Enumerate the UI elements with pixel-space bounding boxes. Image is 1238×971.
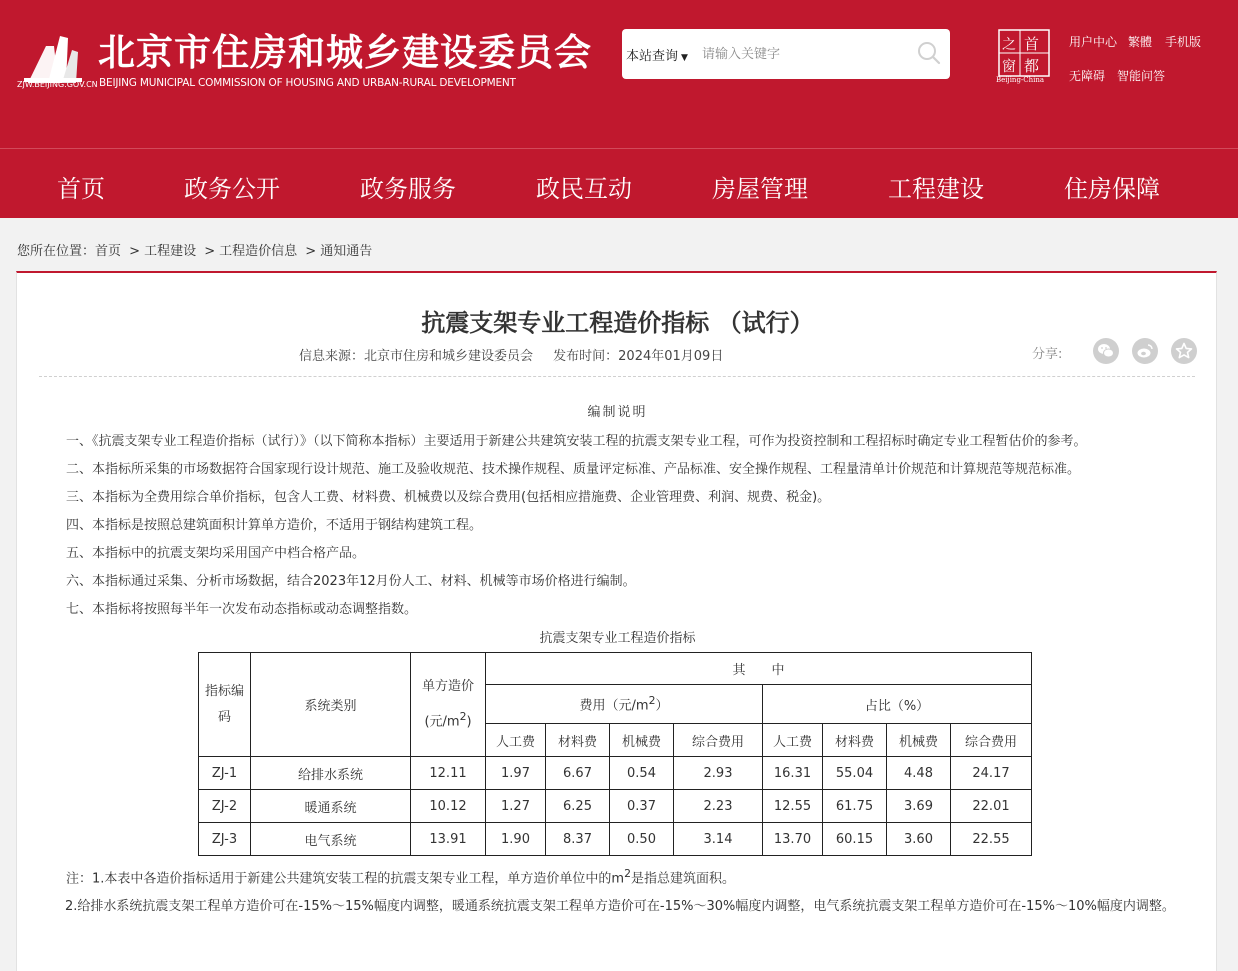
article-source: 信息来源：北京市住房和城乡建设委员会 (299, 349, 534, 364)
section-heading: 编制说明 (587, 405, 648, 420)
header-system: 系统类别 (251, 653, 411, 757)
article-panel (16, 271, 1217, 971)
cell-machinery: 0.37 (610, 790, 674, 823)
capital-glyph: 窗 (1002, 59, 1016, 75)
breadcrumb-home[interactable]: 首页 (95, 244, 122, 259)
cell-labor-ratio: 16.31 (763, 757, 823, 790)
smart-qa-link[interactable]: 智能问答 (1117, 69, 1166, 83)
cell-overall: 2.93 (674, 757, 763, 790)
table-note-2: 2.给排水系统抗震支架工程单方造价可在-15%～15%幅度内调整，暖通系统抗震支架工程单方造价可在-15%～30%幅度内调整，电气系统抗震支架工程单方造价可在-15%～10%幅度内调整。 (65, 899, 1175, 914)
paragraph: 四、本指标是按照总建筑面积计算单方造价，不适用于钢结构建筑工程。 (66, 518, 483, 533)
cell-system: 暖通系统 (251, 790, 411, 823)
nav-government-services[interactable]: 政务服务 (360, 175, 456, 203)
cell-material-ratio: 61.75 (823, 790, 887, 823)
table-note-1: 注：1.本表中各造价指标适用于新建公共建筑安装工程的抗震支架专业工程，单方造价单位中的$m^2$是指总建筑面积。 (66, 867, 735, 887)
user-center-link[interactable]: 用户中心 (1069, 35, 1118, 49)
breadcrumb-notices[interactable]: 通知通告 (320, 244, 373, 259)
cell-system: 电气系统 (251, 823, 411, 856)
cell-machinery: 0.54 (610, 757, 674, 790)
wechat-icon (1097, 342, 1115, 360)
header-labor: 人工费 (486, 724, 546, 757)
breadcrumb-engineering[interactable]: 工程建设 (144, 244, 197, 259)
breadcrumb (17, 240, 372, 259)
capital-glyph: 都 (1024, 57, 1040, 75)
weibo-icon (1136, 342, 1154, 360)
cell-labor-ratio: 13.70 (763, 823, 823, 856)
cell-material-ratio: 55.04 (823, 757, 887, 790)
cell-overall-ratio: 22.01 (951, 790, 1032, 823)
breadcrumb-separator: > (305, 244, 317, 259)
cell-machinery-ratio: 4.48 (887, 757, 951, 790)
search-icon[interactable] (916, 40, 942, 66)
cell-machinery-ratio: 3.60 (887, 823, 951, 856)
paragraph: 五、本指标中的抗震支架均采用国产中档合格产品。 (66, 546, 366, 561)
breadcrumb-separator: > (129, 244, 141, 259)
capital-glyph: 首 (1024, 35, 1040, 53)
cell-overall: 3.14 (674, 823, 763, 856)
site-title[interactable]: 北京市住房和城乡建设委员会 (98, 31, 592, 74)
cell-machinery-ratio: 3.69 (887, 790, 951, 823)
paragraph: 七、本指标将按照每半年一次发布动态指标或动态调整指数。 (66, 602, 418, 617)
cell-material: 6.67 (546, 757, 610, 790)
cell-code: ZJ-1 (199, 757, 251, 790)
cell-labor: 1.90 (486, 823, 546, 856)
header-code: 指标编码 (199, 653, 251, 757)
site-subtitle: BEIJING MUNICIPAL COMMISSION OF HOUSING AND URBAN-RURAL DEVELOPMENT (99, 77, 516, 89)
search-scope-select[interactable]: 本站查询 ▼ (626, 49, 688, 64)
breadcrumb-separator: > (204, 244, 216, 259)
table-caption: 抗震支架专业工程造价指标 (539, 631, 696, 646)
cell-overall-ratio: 24.17 (951, 757, 1032, 790)
header-unit-cost: 单方造价 (元$/m^2$) (411, 653, 486, 757)
header-material: 材料费 (546, 724, 610, 757)
chevron-down-icon: ▼ (681, 53, 688, 63)
cell-overall: 2.23 (674, 790, 763, 823)
header-machinery-ratio: 机械费 (887, 724, 951, 757)
nav-government-affairs[interactable]: 政务公开 (184, 175, 280, 203)
capital-glyph: 之 (1002, 37, 1016, 53)
cell-material-ratio: 60.15 (823, 823, 887, 856)
accessibility-link[interactable]: 无障碍 (1069, 69, 1106, 83)
nav-engineering-construction[interactable]: 工程建设 (888, 175, 984, 203)
cell-unit-cost: 10.12 (411, 790, 486, 823)
cell-overall-ratio: 22.55 (951, 823, 1032, 856)
cell-labor-ratio: 12.55 (763, 790, 823, 823)
title-divider (39, 376, 1195, 377)
header-material-ratio: 材料费 (823, 724, 887, 757)
cell-unit-cost: 12.11 (411, 757, 486, 790)
article-title: 抗震支架专业工程造价指标 （试行） (421, 309, 814, 337)
cell-material: 8.37 (546, 823, 610, 856)
article-date: 发布时间：2024年01月09日 (553, 349, 724, 364)
main-nav (0, 148, 1238, 218)
header-labor-ratio: 人工费 (763, 724, 823, 757)
paragraph: 六、本指标通过采集、分析市场数据，结合2023年12月份人工、材料、机械等市场价格进行编制。 (66, 574, 636, 589)
cell-code: ZJ-2 (199, 790, 251, 823)
header-of-which: 其 中 (486, 653, 1032, 685)
cost-index-table (198, 652, 1032, 856)
header-overall-ratio: 综合费用 (951, 724, 1032, 757)
article-meta (299, 345, 739, 364)
cell-machinery: 0.50 (610, 823, 674, 856)
share-label: 分享: (1032, 347, 1063, 362)
header-ratio: 占比（%） (763, 685, 1032, 724)
nav-housing-management[interactable]: 房屋管理 (712, 175, 808, 203)
paragraph: 一、《抗震支架专业工程造价指标（试行）》（以下简称本指标）主要适用于新建公共建筑安装工程的抗震支架专业工程，可作为投资控制和工程招标时确定专业工程暂估价的参考。 (66, 434, 1087, 449)
cell-system: 给排水系统 (251, 757, 411, 790)
nav-public-interaction[interactable]: 政民互动 (536, 175, 632, 203)
breadcrumb-prefix: 您所在位置： (17, 244, 96, 259)
cell-material: 6.25 (546, 790, 610, 823)
table-row (199, 790, 1032, 823)
logo-url-text: ZJW.BEIJING.GOV.CN (17, 80, 98, 89)
favorite-share-button[interactable] (1171, 338, 1197, 364)
header-overall: 综合费用 (674, 724, 763, 757)
header-machinery: 机械费 (610, 724, 674, 757)
breadcrumb-cost-info[interactable]: 工程造价信息 (219, 244, 298, 259)
site-header (0, 0, 1238, 148)
header-cost: 费用（元$/m^2$） (486, 685, 763, 724)
paragraph: 三、本指标为全费用综合单价指标，包含人工费、材料费、机械费以及综合费用(包括相应措施费、企业管理费、利润、规费、税金)。 (66, 490, 831, 505)
table-row (199, 823, 1032, 856)
search-box (622, 29, 950, 79)
star-icon (1175, 342, 1193, 360)
wechat-share-button[interactable] (1093, 338, 1119, 364)
cell-unit-cost: 13.91 (411, 823, 486, 856)
weibo-share-button[interactable] (1132, 338, 1158, 364)
cell-code: ZJ-3 (199, 823, 251, 856)
capital-caption: Beijing-China (996, 76, 1045, 84)
search-input[interactable] (702, 42, 902, 66)
mobile-version-link[interactable]: 手机版 (1165, 35, 1202, 49)
traditional-chinese-link[interactable]: 繁體 (1128, 35, 1153, 49)
table-row (199, 757, 1032, 790)
nav-home[interactable]: 首页 (57, 175, 105, 203)
paragraph: 二、本指标所采集的市场数据符合国家现行设计规范、施工及验收规范、技术操作规程、质量评定标准、产品标准、安全操作规程、工程量清单计价规范和计算规范等规范标准。 (66, 462, 1081, 477)
cell-labor: 1.27 (486, 790, 546, 823)
nav-housing-security[interactable]: 住房保障 (1064, 175, 1160, 203)
cell-labor: 1.97 (486, 757, 546, 790)
